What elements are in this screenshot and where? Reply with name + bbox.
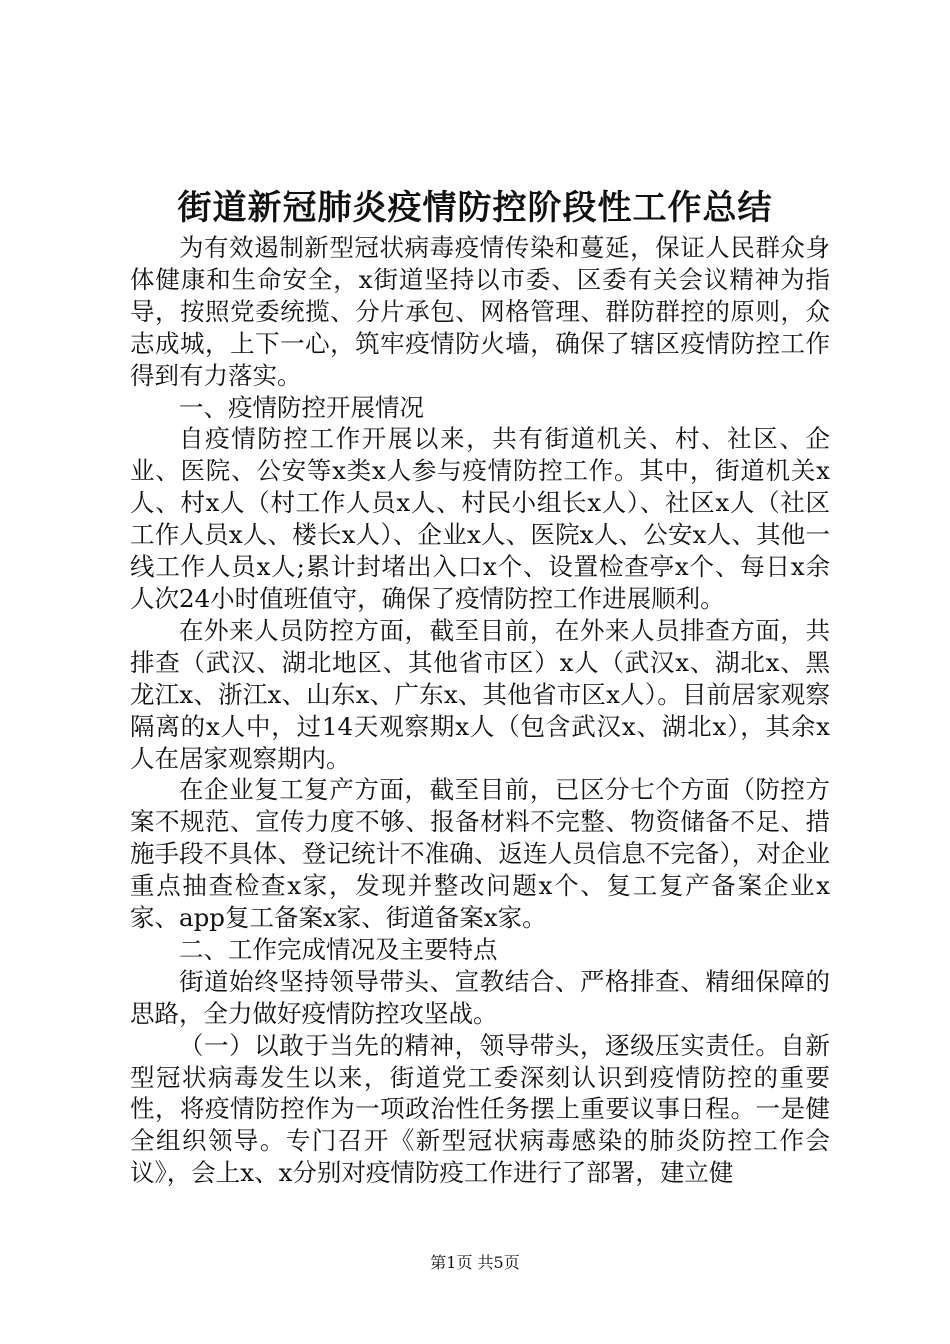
paragraph-leadership: （一）以敢于当先的精神，领导带头，逐级压实责任。自新型冠状病毒发生以来，街道党工委深刻认识到疫情防控的重要性，将疫情防控作为一项政治性任务摆上重要议事日程。一是健全组织领导。专门召开《新型冠状病毒感染的肺炎防控工作会议》，会上x、x分别对疫情防疫工作进行了部署，建立健 <box>130 1030 830 1188</box>
section-heading-1: 一、疫情防控开展情况 <box>179 392 424 422</box>
section-heading-2: 二、工作完成情况及主要特点 <box>179 934 498 964</box>
paragraph-intro: 为有效遏制新型冠状病毒疫情传染和蔓延，保证人民群众身体健康和生命安全，x街道坚持以市委、区委有关会议精神为指导，按照党委统揽、分片承包、网格管理、群防群控的原则，众志成城，上下一心，筑牢疫情防火墙，确保了辖区疫情防控工作得到有力落实。 <box>130 233 830 390</box>
document-title: 街道新冠肺炎疫情防控阶段性工作总结 <box>177 188 773 228</box>
paragraph-approach: 街道始终坚持领导带头、宣教结合、严格排查、精细保障的思路，全力做好疫情防控攻坚战。 <box>130 966 830 1028</box>
document-body <box>130 232 830 1189</box>
page-footer: 第1页 共5页 <box>430 1253 520 1272</box>
paragraph-staffing: 自疫情防控工作开展以来，共有街道机关、村、社区、企业、医院、公安等x类x人参与疫情防控工作。其中，街道机关x人、村x人（村工作人员x人、村民小组长x人）、社区x人（社区工作人员x人、楼长x人）、企业x人、医院x人、公安x人、其他一线工作人员x人;累计封堵出入口x个、设置检查亭x个、每日x余人次24小时值班值守，确保了疫情防控工作进展顺利。 <box>130 424 830 613</box>
paragraph-outsiders: 在外来人员防控方面，截至目前，在外来人员排查方面，共排查（武汉、湖北地区、其他省市区）x人（武汉x、湖北x、黑龙江x、浙江x、山东x、广东x、其他省市区x人）。目前居家观察隔离的x人中，过14天观察期x人（包含武汉x、湖北x），其余x人在居家观察期内。 <box>130 615 830 773</box>
paragraph-enterprise: 在企业复工复产方面，截至目前，已区分七个方面（防控方案不规范、宣传力度不够、报备材料不完整、物资储备不足、措施手段不具体、登记统计不准确、返连人员信息不完备），对企业重点抽查检查x家，发现并整改问题x个、复工复产备案企业x家、app复工备案x家、街道备案x家。 <box>130 775 830 933</box>
